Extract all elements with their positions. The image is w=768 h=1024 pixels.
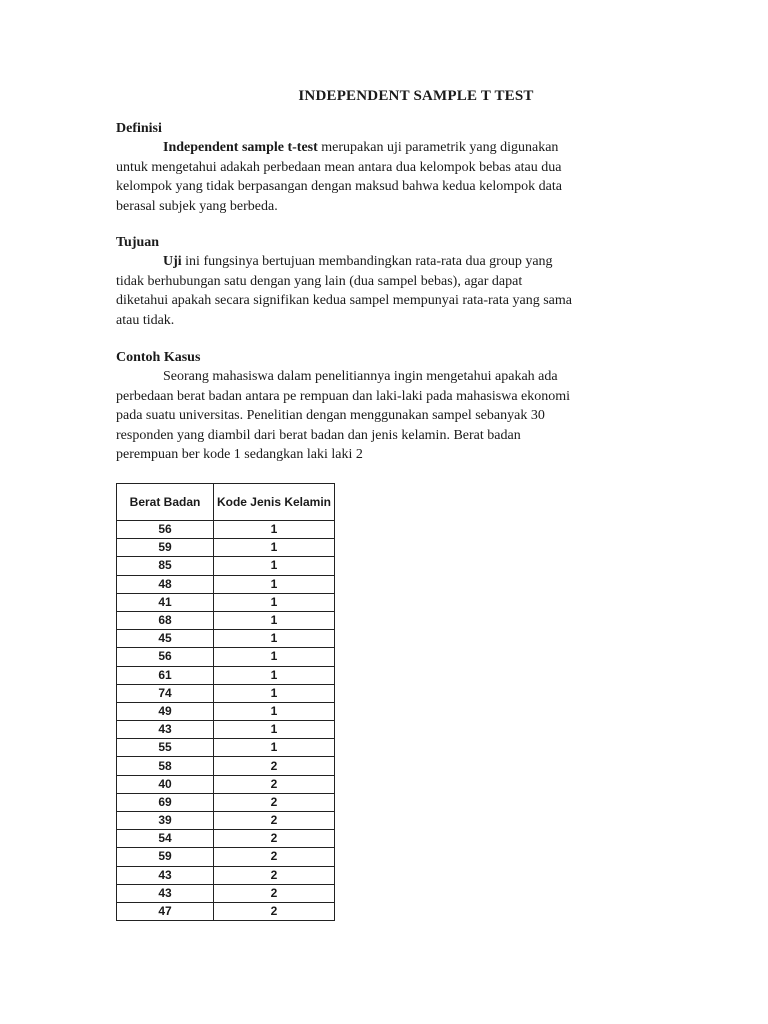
section-tujuan (116, 233, 576, 330)
cell-kode-jenis-kelamin: 1 (214, 521, 335, 539)
table-row (117, 866, 335, 884)
table-row (117, 593, 335, 611)
cell-berat-badan: 48 (117, 575, 214, 593)
table-row (117, 884, 335, 902)
lead-term: Independent sample t-test (163, 140, 318, 156)
paragraph-text: merupakan uji parametrik yang digunakan untuk mengetahui adakah perbedaan mean antara dua kelompok bebas atau dua kelompok yang tidak berpasangan dengan maksud bahwa kedua kelompok data berasal subjek yang berbeda. (116, 140, 562, 214)
cell-kode-jenis-kelamin: 1 (214, 739, 335, 757)
cell-berat-badan: 54 (117, 830, 214, 848)
cell-kode-jenis-kelamin: 2 (214, 884, 335, 902)
cell-kode-jenis-kelamin: 2 (214, 866, 335, 884)
section-heading: Tujuan (116, 235, 160, 250)
cell-kode-jenis-kelamin: 1 (214, 721, 335, 739)
cell-kode-jenis-kelamin: 1 (214, 593, 335, 611)
section-heading: Definisi (116, 121, 162, 136)
cell-berat-badan: 69 (117, 793, 214, 811)
table-row (117, 648, 335, 666)
section-paragraph (116, 138, 576, 216)
table-row (117, 630, 335, 648)
cell-berat-badan: 55 (117, 739, 214, 757)
column-header-kode-jenis-kelamin: Kode Jenis Kelamin (214, 484, 335, 521)
table-row (117, 830, 335, 848)
lead-term: Uji (163, 254, 182, 270)
cell-berat-badan: 47 (117, 902, 214, 920)
cell-berat-badan: 43 (117, 866, 214, 884)
cell-berat-badan: 58 (117, 757, 214, 775)
table-row (117, 539, 335, 557)
table-row (117, 793, 335, 811)
table-row (117, 757, 335, 775)
page-title: INDEPENDENT SAMPLE T TEST (298, 88, 534, 104)
cell-berat-badan: 45 (117, 630, 214, 648)
table-row (117, 775, 335, 793)
cell-kode-jenis-kelamin: 2 (214, 775, 335, 793)
cell-kode-jenis-kelamin: 1 (214, 684, 335, 702)
table-body (117, 521, 335, 921)
section-heading: Contoh Kasus (116, 350, 201, 365)
table-row (117, 848, 335, 866)
cell-berat-badan: 39 (117, 812, 214, 830)
cell-berat-badan: 59 (117, 848, 214, 866)
cell-kode-jenis-kelamin: 1 (214, 539, 335, 557)
cell-berat-badan: 61 (117, 666, 214, 684)
table-row (117, 739, 335, 757)
cell-kode-jenis-kelamin: 1 (214, 702, 335, 720)
data-table (116, 483, 335, 921)
cell-berat-badan: 41 (117, 593, 214, 611)
cell-berat-badan: 74 (117, 684, 214, 702)
cell-kode-jenis-kelamin: 1 (214, 666, 335, 684)
cell-kode-jenis-kelamin: 2 (214, 812, 335, 830)
table-header-row (117, 484, 335, 521)
cell-kode-jenis-kelamin: 2 (214, 793, 335, 811)
table-row (117, 666, 335, 684)
section-paragraph (116, 252, 576, 330)
cell-kode-jenis-kelamin: 2 (214, 848, 335, 866)
cell-berat-badan: 40 (117, 775, 214, 793)
cell-kode-jenis-kelamin: 1 (214, 630, 335, 648)
cell-kode-jenis-kelamin: 2 (214, 830, 335, 848)
cell-berat-badan: 85 (117, 557, 214, 575)
cell-kode-jenis-kelamin: 2 (214, 757, 335, 775)
cell-berat-badan: 56 (117, 521, 214, 539)
table-row (117, 812, 335, 830)
table-row (117, 702, 335, 720)
paragraph-text: ini fungsinya bertujuan membandingkan rata-rata dua group yang tidak berhubungan satu dengan yang lain (dua sampel bebas), agar dapat diketahui apakah secara signifikan kedua sampel mempunyai rata-rata yang sama atau tidak. (116, 254, 572, 328)
cell-kode-jenis-kelamin: 1 (214, 648, 335, 666)
cell-kode-jenis-kelamin: 1 (214, 611, 335, 629)
table-row (117, 684, 335, 702)
cell-kode-jenis-kelamin: 2 (214, 902, 335, 920)
cell-berat-badan: 68 (117, 611, 214, 629)
cell-kode-jenis-kelamin: 1 (214, 557, 335, 575)
cell-berat-badan: 56 (117, 648, 214, 666)
table-row (117, 557, 335, 575)
section-paragraph: Seorang mahasiswa dalam penelitiannya ingin mengetahui apakah ada perbedaan berat badan antara pe rempuan dan laki-laki pada mahasiswa ekonomi pada suatu universitas. Penelitian dengan menggunakan sampel sebanyak 30 responden yang diambil dari berat badan dan jenis kelamin. Berat badan perempuan ber kode 1 sedangkan laki laki 2 (116, 369, 571, 463)
table-row (117, 902, 335, 920)
cell-kode-jenis-kelamin: 1 (214, 575, 335, 593)
table-row (117, 721, 335, 739)
cell-berat-badan: 59 (117, 539, 214, 557)
table-row (117, 521, 335, 539)
section-contoh-kasus (116, 348, 576, 464)
column-header-berat-badan: Berat Badan (117, 484, 214, 521)
cell-berat-badan: 43 (117, 721, 214, 739)
section-definisi (116, 119, 576, 216)
table-row (117, 575, 335, 593)
table-row (117, 611, 335, 629)
cell-berat-badan: 49 (117, 702, 214, 720)
cell-berat-badan: 43 (117, 884, 214, 902)
